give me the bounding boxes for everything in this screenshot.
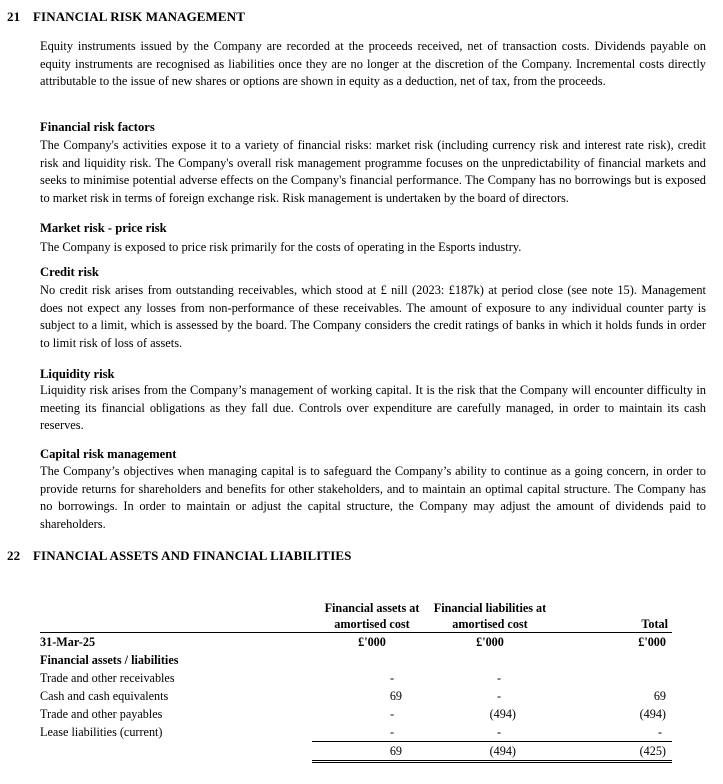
date-label: 31-Mar-25	[40, 633, 312, 652]
table-row	[40, 705, 672, 723]
cell-fa: -	[389, 724, 394, 739]
subheading-capital-risk: Capital risk management	[40, 447, 177, 461]
total-fa: 69	[312, 742, 432, 762]
paragraph-financial-risk-factors: The Company's activities expose it to a variety of financial risks: market risk (including currency risk and interest rate risk), credit risk and liquidity risk. The Company's overall risk management programme focuses on the unpredictability of financial markets and seeks to minimise potential adverse effects on the Company's financial performance. The Company has no borrowings but is exposed to market risk in terms of foreign exchange risk. Risk management is undertaken by the board of directors.	[40, 138, 706, 205]
table-row-group	[40, 651, 672, 669]
paragraph-liquidity-risk: Liquidity risk arises from the Company’s management of working capital. It is the risk that the Company will encounter difficulty in meeting its financial obligations as they fall due. Controls over expenditure are carefully managed, in order to maintain its cash reserves.	[40, 383, 706, 432]
table-row	[40, 723, 672, 742]
row-label: Lease liabilities (current)	[40, 724, 163, 739]
cell-fl: -	[496, 670, 501, 685]
intro-paragraph: Equity instruments issued by the Company are recorded at the proceeds received, net of transaction costs. Dividends payable on equity instruments are recognised as liabilities once they are no longer at the discretion of the Company. Incremental costs directly attributable to the issue of new shares or options are shown in equity as a deduction, net of tax, from the proceeds.	[40, 39, 706, 88]
section-number: 22	[7, 548, 21, 563]
section-21-heading	[7, 9, 245, 25]
group-label: Financial assets / liabilities	[40, 652, 179, 667]
cell-fa: -	[389, 706, 394, 721]
section-title: FINANCIAL RISK MANAGEMENT	[33, 9, 245, 24]
subheading-market-risk: Market risk - price risk	[40, 221, 167, 235]
row-label: Trade and other receivables	[40, 670, 175, 685]
table-row	[40, 669, 672, 687]
paragraph-market-risk: The Company is exposed to price risk primarily for the costs of operating in the Esports industry.	[40, 240, 522, 254]
subheading-financial-risk-factors: Financial risk factors	[40, 120, 155, 134]
subheading-liquidity-risk: Liquidity risk	[40, 367, 115, 381]
row-label: Trade and other payables	[40, 706, 163, 721]
total-label-blank	[40, 742, 312, 762]
table-row-date	[40, 633, 672, 652]
table-row	[40, 687, 672, 705]
paragraph-credit-risk: No credit risk arises from outstanding receivables, which stood at £ nill (2023: £187k) at period close (see note 15). Management does not expect any losses from non-performance of these receivables. The amount of exposure to any individual counter party is subject to a limit, which is assessed by the board. The Company considers the credit ratings of banks in which it holds funds in order to limit risk of loss of assets.	[40, 283, 706, 350]
subheading-credit-risk: Credit risk	[40, 265, 99, 279]
section-22-heading	[7, 548, 351, 564]
financial-assets-liabilities-table	[40, 582, 672, 763]
row-label: Cash and cash equivalents	[40, 688, 169, 703]
unit-label-fa: £'000	[312, 633, 432, 652]
cell-fa: -	[389, 670, 394, 685]
header-blank	[40, 582, 312, 633]
paragraph-capital-risk: The Company’s objectives when managing capital is to safeguard the Company’s ability to continue as a going concern, in order to provide returns for shareholders and benefits for other stakeholders, and to maintain an optimal capital structure. The Company has no borrowings. In order to maintain or adjust the capital structure, the Company may adjust the amount of dividends paid to shareholders.	[40, 464, 706, 531]
cell-fl: -	[496, 688, 501, 703]
cell-total: -	[657, 724, 662, 739]
cell-fl: (494)	[489, 706, 516, 721]
header-financial-assets: Financial assets at amortised cost	[324, 601, 420, 631]
cell-total: 69	[653, 688, 666, 703]
header-financial-liabilities: Financial liabilities at amortised cost	[433, 601, 547, 631]
section-number: 21	[7, 9, 21, 24]
cell-fl: -	[496, 724, 501, 739]
unit-label-total: £'000	[548, 633, 672, 652]
cell-total: (494)	[639, 706, 666, 721]
header-total: Total	[641, 616, 668, 631]
table-row-total	[40, 742, 672, 762]
cell-fa: 69	[389, 688, 402, 703]
cell-total	[548, 669, 672, 687]
total-fl: (494)	[432, 742, 548, 762]
total-total: (425)	[548, 742, 672, 762]
unit-label-fl: £'000	[432, 633, 548, 652]
section-title: FINANCIAL ASSETS AND FINANCIAL LIABILITIES	[33, 548, 352, 563]
